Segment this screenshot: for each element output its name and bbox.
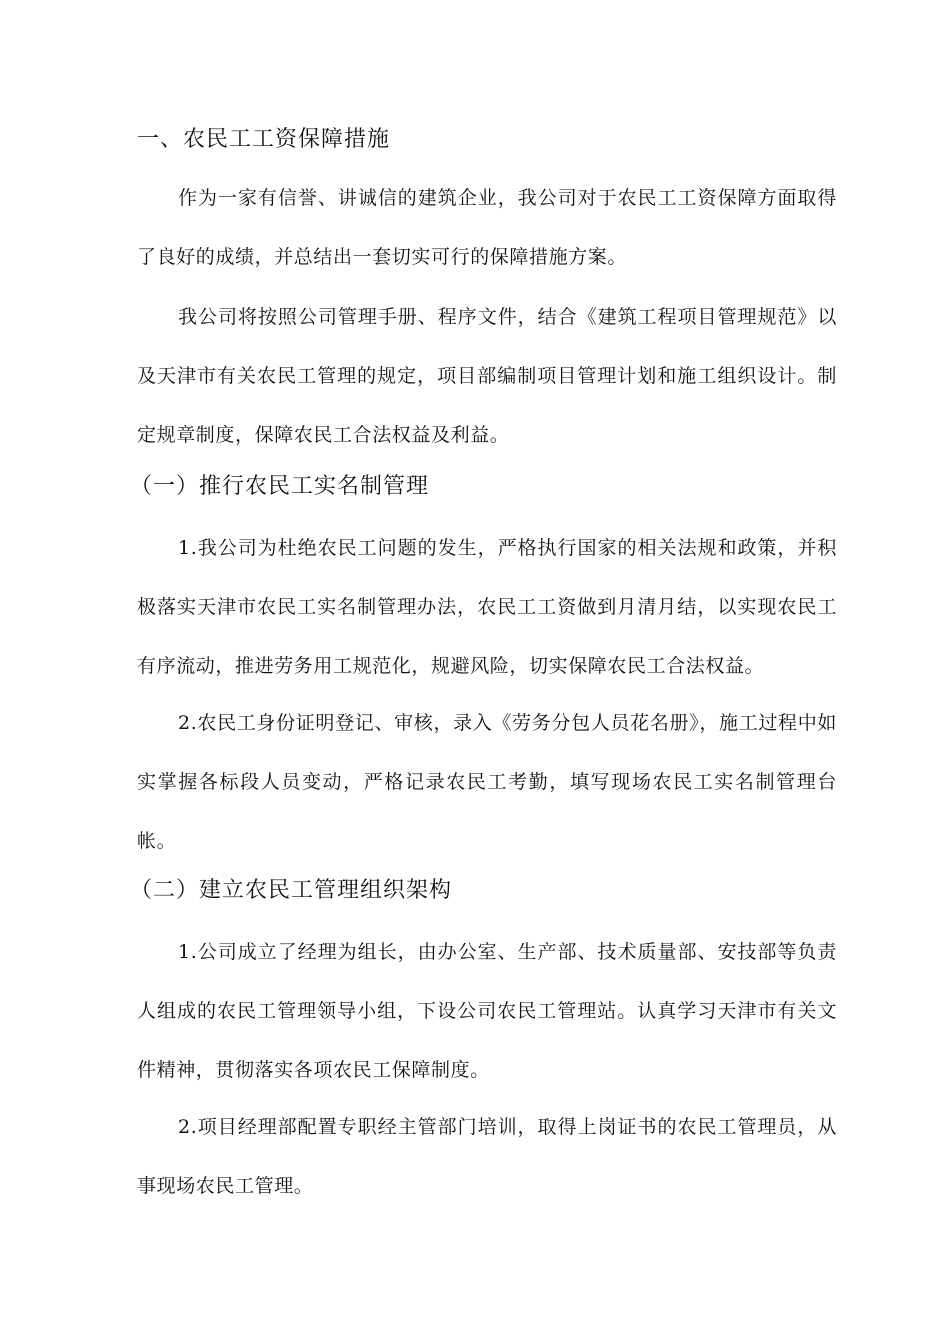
heading-main: 一、农民工工资保障措施 (137, 127, 391, 152)
section-1-paragraph-1: 1.我公司为杜绝农民工问题的发生，严格执行国家的相关法规和政策，并积极落实天津市农民工实名制管理办法，农民工工资做到月清月结，以实现农民工有序流动，推进劳务用工规范化，规避风险，切实保障农民工合法权益。 (137, 537, 837, 677)
section-2-paragraph-2: 2.项目经理部配置专职经主管部门培训，取得上岗证书的农民工管理员，从事现场农民工管理。 (137, 1116, 837, 1197)
section-2-paragraph-1: 1.公司成立了经理为组长，由办公室、生产部、技术质量部、安技部等负责人组成的农民工管理领导小组，下设公司农民工管理站。认真学习天津市有关文件精神，贯彻落实各项农民工保障制度。 (137, 941, 837, 1081)
section-1-paragraph-2: 2.农民工身份证明登记、审核，录入《劳务分包人员花名册》，施工过程中如实掌握各标段人员变动，严格记录农民工考勤，填写现场农民工实名制管理台帐。 (137, 712, 837, 852)
intro-paragraph-1: 作为一家有信誉、讲诚信的建筑企业，我公司对于农民工工资保障方面取得了良好的成绩，并总结出一套切实可行的保障措施方案。 (137, 187, 837, 268)
intro-paragraph-2: 我公司将按照公司管理手册、程序文件，结合《建筑工程项目管理规范》以及天津市有关农民工管理的规定，项目部编制项目管理计划和施工组织设计。制定规章制度，保障农民工合法权益及利益。 (137, 306, 837, 446)
section-1-title: （一）推行农民工实名制管理 (130, 474, 430, 499)
section-2-title: （二）建立农民工管理组织架构 (130, 878, 453, 903)
